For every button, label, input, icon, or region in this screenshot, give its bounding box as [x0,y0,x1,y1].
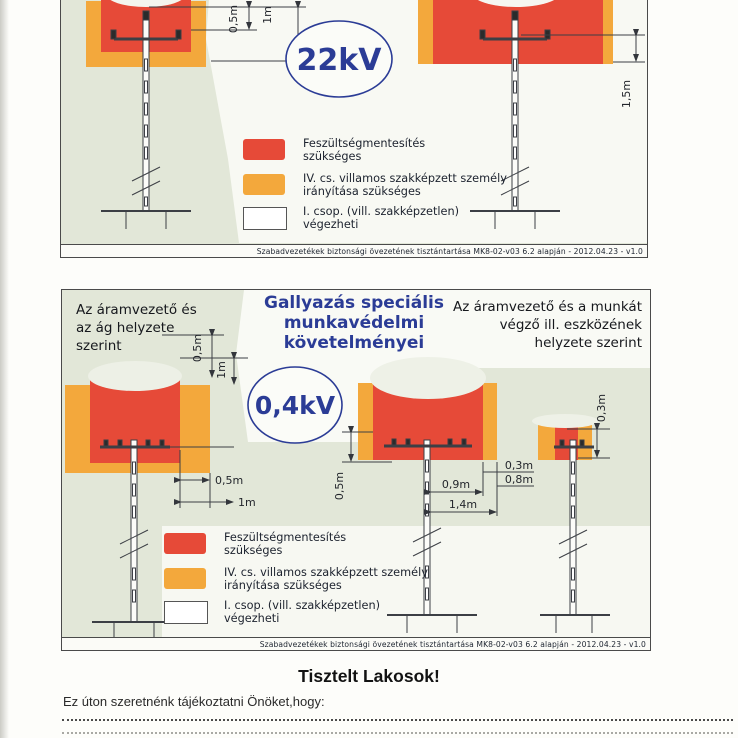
diagram-title: Gallyazás speciális munkavédelmi követelményei [263,293,444,353]
legend-swatch-white [243,207,287,230]
legend-label: Feszültségmentesítés szükséges [224,531,347,557]
dim-label-05m: 0,5m [227,4,240,34]
dim-label: 0,5m [333,471,346,501]
caption-right: Az áramvezető és a munkát végző ill. eszközének helyzete szerint [453,299,642,351]
voltage-label-22kv: 22kV [296,43,382,78]
legend-swatch-orange [243,174,285,195]
panel-footer-note: Szabadvezetékek biztonsági övezetének tisztántartása MK8-02-v03 6.2 alapján - 2012.04.23 - v1.0 [61,244,647,257]
legend-label: I. csop. (vill. szakképzetlen) végezheti [303,205,460,231]
voltage-badge-04kv [248,367,342,443]
scan-edge-shadow [0,0,9,738]
legend-label: IV. cs. villamos szakképzett személy irányítása szükséges [224,566,428,592]
dim-label-1m: 1m [261,6,274,24]
dim-label-15m: 1,5m [620,79,633,109]
dim-label: 0,3m [504,459,534,472]
legend-label: IV. cs. villamos szakképzett személy irányítása szükséges [303,172,507,198]
dim-label: 1,4m [448,498,478,511]
diagram-panel-22kv [60,0,648,258]
legend-swatch-white [164,601,208,624]
voltage-label-04kv: 0,4kV [254,391,336,420]
ruled-dotted-line [62,719,733,721]
legend-swatch-red [243,139,285,160]
panel-footer-note: Szabadvezetékek biztonsági övezetének tisztántartása MK8-02-v03 6.2 alapján - 2012.04.23 - v1.0 [62,637,650,650]
dim-label: 1m [238,496,256,509]
voltage-badge-22kv [286,21,392,97]
legend-swatch-red [164,533,206,554]
letter-intro: Ez úton szeretnénk tájékoztatni Önöket,hogy: [63,694,325,709]
legend-label: I. csop. (vill. szakképzetlen) végezheti [224,599,381,625]
letter-heading: Tisztelt Lakosok! [298,666,440,686]
dim-label: 0,5m [191,333,204,363]
hazard-zones-right [532,414,598,460]
legend-swatch-orange [164,568,206,589]
diagram-panel-04kv [61,289,651,651]
dim-label: 0,5m [215,474,244,487]
caption-left: Az áramvezető és az ág helyzete szerint [76,302,197,354]
dim-label: 0,8m [504,473,534,486]
dim-label: 0,3m [595,393,608,423]
dim-label: 0,9m [441,478,471,491]
ruled-dotted-line [62,732,733,734]
dim-label: 1m [215,361,228,379]
legend-label: Feszültségmentesítés szükséges [303,137,426,163]
